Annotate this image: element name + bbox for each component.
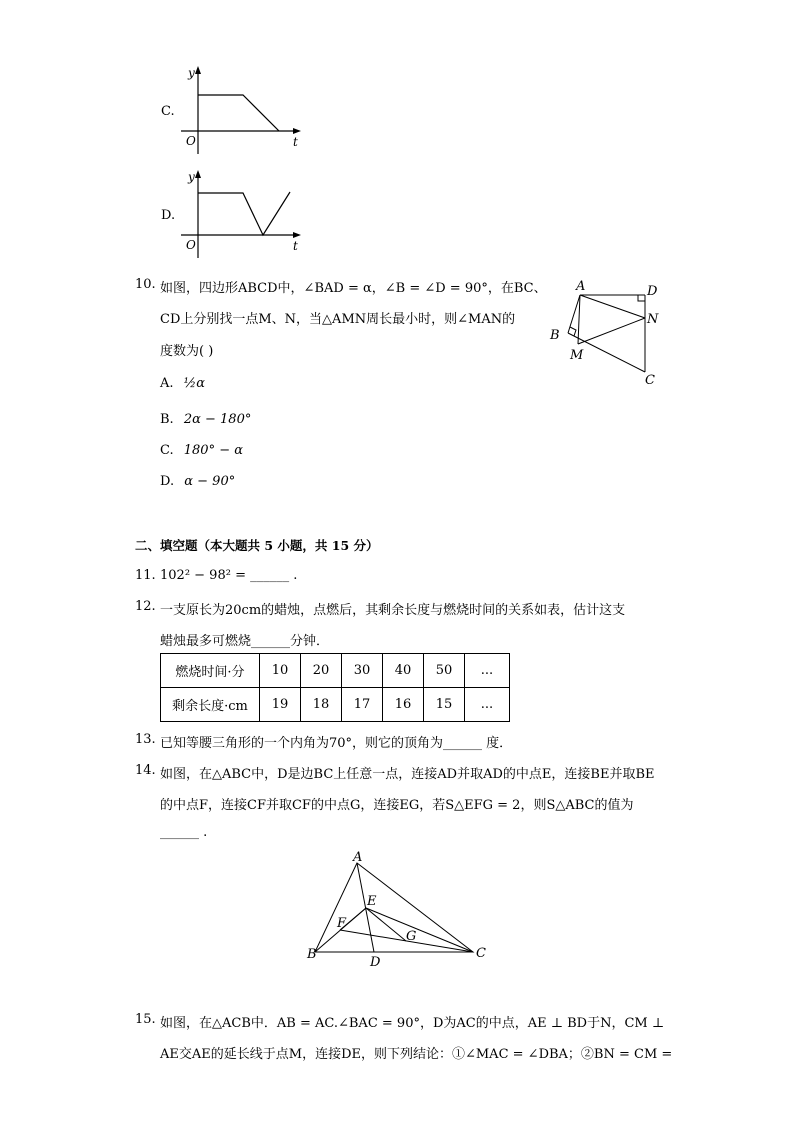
fig10-label-a: A [576,279,586,294]
q10-option-d-text: α − 90° [184,474,236,489]
q10-option-a [160,376,205,391]
table-cell: 15 [424,688,465,722]
fig14-label-a: A [353,850,363,865]
graph-c-y-label: y [188,66,195,80]
q10-option-b-label: B. [160,412,174,427]
q10-option-a-label: A. [160,376,174,391]
q13-text: 已知等腰三角形的一个内角为70°，则它的顶角为______ 度． [160,736,513,751]
table-cell: 40 [383,654,424,688]
edge-am [578,295,580,344]
section2-title: 二、填空题（本大题共 5 小题，共 15 分） [135,538,379,553]
table-cell: 17 [342,688,383,722]
graph-c [175,62,310,157]
table-cell: ... [465,688,510,722]
q10-figure [540,275,670,390]
q10-option-c-text: 180° − α [183,443,244,458]
fig10-label-b: B [550,328,560,343]
segment-ec [366,908,473,952]
q10-option-b-text: 2α − 180° [183,412,252,427]
q14-line1: 如图，在△ABC中，D是边BC上任意一点，连接AD并取AD的中点E，连接BE并取BE [160,767,655,782]
fig10-label-d: D [647,284,658,299]
q10-option-c [160,443,243,458]
graph-c-y-arrow [195,66,201,74]
q10-option-a-text: ½α [183,376,206,391]
q10-option-d [160,474,235,489]
table-row [161,688,510,722]
q10-number: 10. [135,277,156,292]
q10-option-b [160,412,251,427]
graph-d-x-arrow [293,232,301,238]
q11-text: 102² − 98² = ______ . [160,568,298,583]
q12-line2: 蜡烛最多可燃烧______分钟． [160,634,330,649]
q14-number: 14. [135,763,156,778]
fig10-label-m: M [570,348,584,363]
edge-an [580,295,645,318]
graph-c-x-arrow [293,128,301,134]
graph-d-t-label: t [293,239,298,253]
q11-number: 11. [135,568,156,583]
option-d-label: D. [161,208,176,223]
q14-figure [300,848,500,973]
q10-line2: CD上分别找一点M、N，当△AMN周长最小时，则∠MAN的 [160,312,516,327]
fig14-label-f: F [337,916,347,931]
q14-line3: ______ . [160,825,208,840]
graph-d-origin-label: O [186,238,196,252]
table-cell: 10 [260,654,301,688]
fig14-label-e: E [367,894,377,909]
q15-line2: AE交AE的延长线于点M，连接DE，则下列结论：①∠MAC = ∠DBA；②BN = CM = [160,1047,673,1062]
table-cell: 19 [260,688,301,722]
graph-d-y-arrow [195,170,201,178]
q15-line1: 如图，在△ACB中．AB = AC.∠BAC = 90°，D为AC的中点，AE ⊥ BD于N，CM ⊥ [160,1016,665,1031]
table-cell: 50 [424,654,465,688]
right-angle-d [638,295,645,301]
q14-line2: 的中点F，连接CF并取CF的中点G，连接EG，若S△EFG = 2，则S△ABC的值为 [160,798,634,813]
q12-table [160,653,510,722]
fig14-label-g: G [406,929,417,944]
fig10-label-c: C [645,373,655,388]
q15-number: 15. [135,1012,156,1027]
graph-c-curve [198,95,279,131]
q10-option-c-label: C. [160,443,174,458]
table-header-length: 剩余长度·cm [161,688,260,722]
fig14-label-b: B [307,947,317,962]
q12-number: 12. [135,599,156,614]
q13-number: 13. [135,732,156,747]
table-cell: ... [465,654,510,688]
fig14-label-d: D [370,955,381,970]
fig14-label-c: C [476,946,486,961]
q10-line1: 如图，四边形ABCD中，∠BAD = α，∠B = ∠D = 90°，在BC、 [160,281,547,296]
table-row [161,654,510,688]
table-cell: 20 [301,654,342,688]
q12-line1: 一支原长为20cm的蜡烛，点燃后，其剩余长度与燃烧时间的关系如表，估计这支 [160,603,626,618]
table-header-time: 燃烧时间·分 [161,654,260,688]
q10-line3: 度数为( ) [160,344,214,359]
graph-d-y-label: y [188,170,195,184]
graph-d [175,166,310,261]
graph-c-t-label: t [293,135,298,149]
table-cell: 18 [301,688,342,722]
fig10-label-n: N [647,312,659,327]
graph-c-origin-label: O [186,134,196,148]
segment-eg [366,908,406,941]
q10-option-d-label: D. [160,474,175,489]
option-c-label: C. [161,104,175,119]
table-cell: 30 [342,654,383,688]
graph-d-curve [198,192,290,235]
edge-mn [578,318,645,344]
table-cell: 16 [383,688,424,722]
